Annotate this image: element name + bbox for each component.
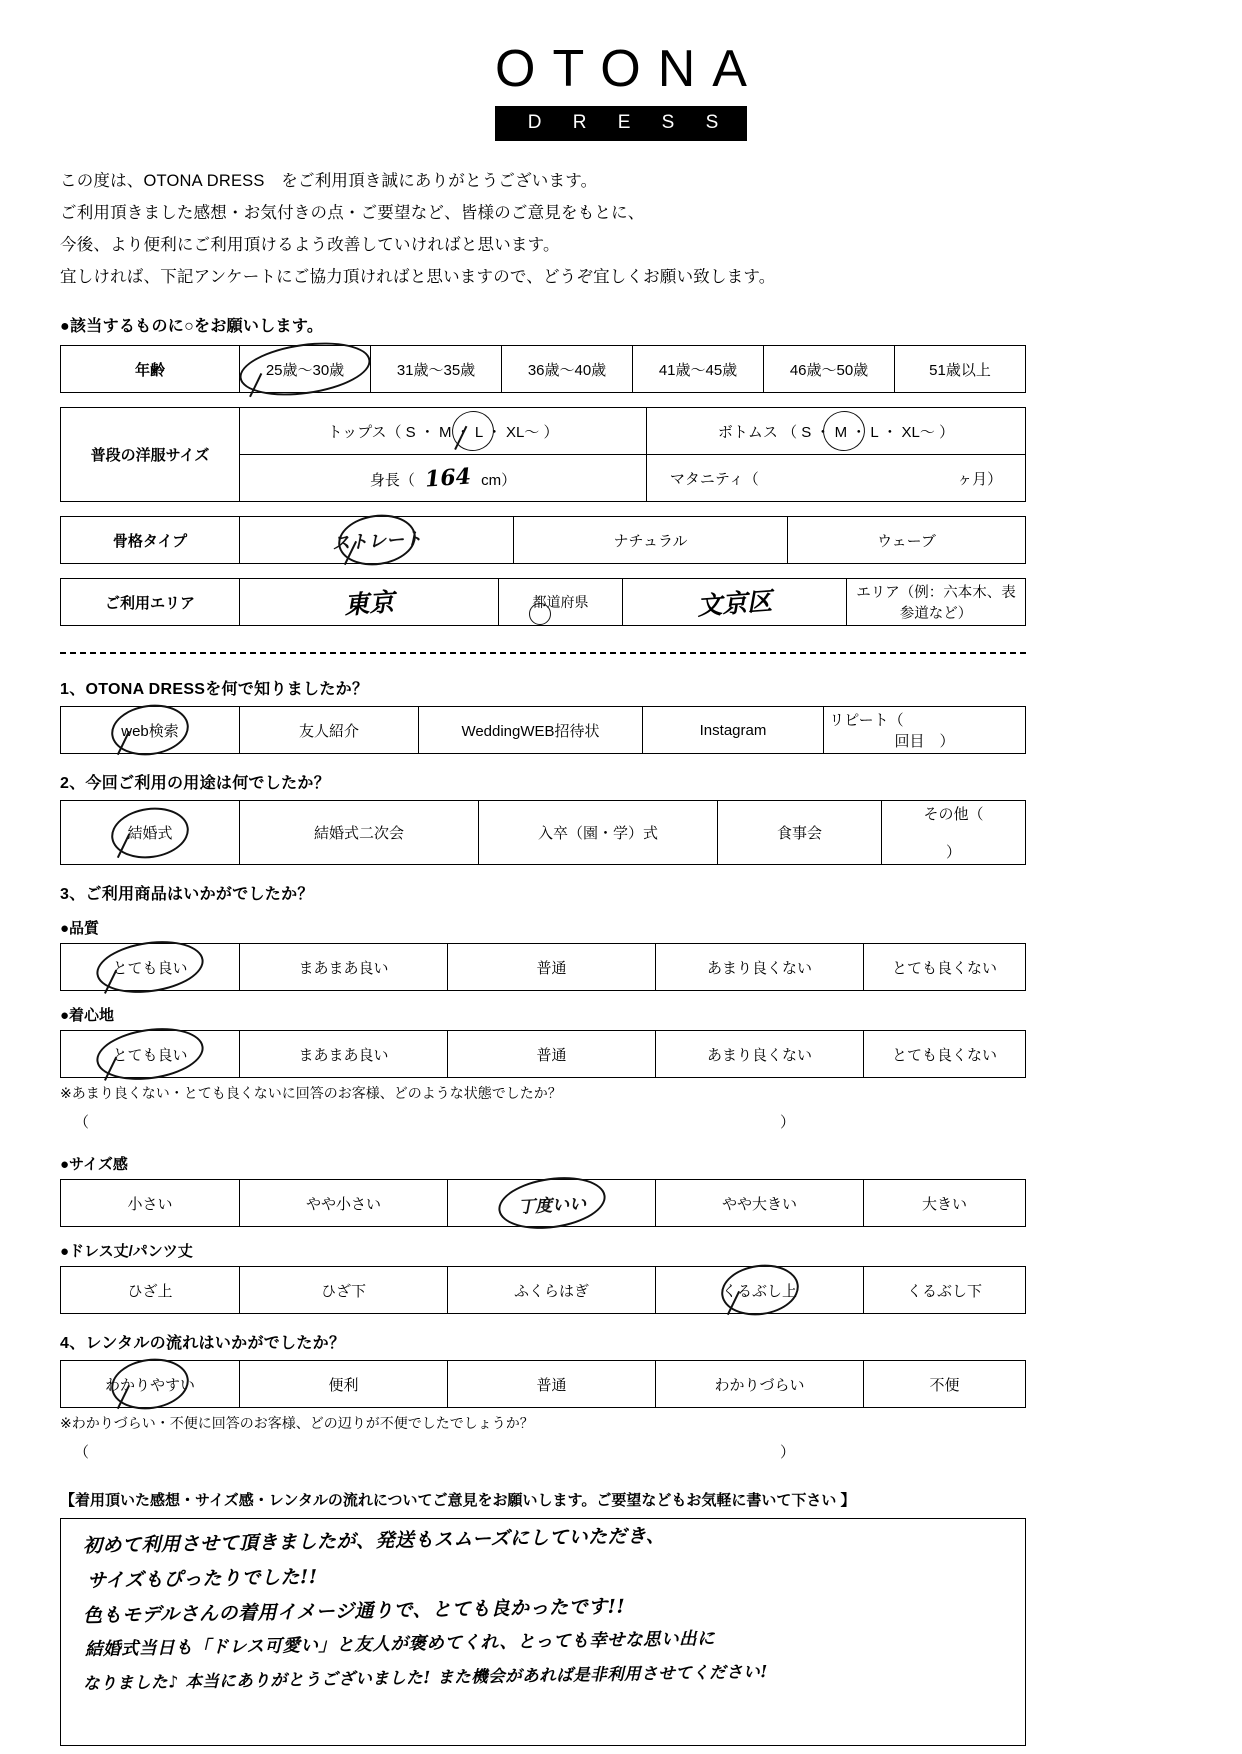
q3-comfort-option-very-good[interactable] xyxy=(61,1031,240,1078)
q1-option-repeat[interactable] xyxy=(824,707,1026,754)
q1-option-instagram[interactable]: Instagram xyxy=(643,707,824,754)
q4-note: ※わかりづらい・不便に回答のお客様、どの辺りが不便でしたでしょうか？ xyxy=(60,1415,534,1432)
age-option-label: 25歳～30歳 xyxy=(265,361,345,379)
free-comment-title: 【着用頂いた感想・サイズ感・レンタルの流れについてご意見をお願いします。ご要望などもお気軽に書いて下さい 】 xyxy=(60,1492,856,1510)
height-value-handwritten: 164 xyxy=(424,463,472,493)
intro-line-1: この度は、OTONA DRESS をご利用頂き誠にありがとうございます。 xyxy=(60,171,598,190)
area-label: ご利用エリア xyxy=(61,579,240,626)
q3-size-option-just-right[interactable] xyxy=(448,1180,656,1227)
prefecture-suffix-cell xyxy=(499,579,623,626)
q2-option-ceremony[interactable]: 入卒（園・学）式 xyxy=(479,801,718,865)
area-table xyxy=(60,578,1026,626)
clothing-size-label: 普段の洋服サイズ xyxy=(61,408,240,502)
question-1-table xyxy=(60,706,1026,754)
table-row xyxy=(61,707,1026,754)
height-unit: cm） xyxy=(481,472,517,490)
age-table xyxy=(60,345,1026,393)
tops-size-label: トップス（ S ・ M ・ L ・ XL～ ） xyxy=(327,423,559,441)
q3-size-option-slightly-small[interactable]: やや小さい xyxy=(240,1180,448,1227)
q1-option-web-search[interactable] xyxy=(61,707,240,754)
q3-comfort-option-not-very-good[interactable]: あまり良くない xyxy=(656,1031,864,1078)
question-2-heading: 2、今回ご利用の用途は何でしたか？ xyxy=(60,775,330,793)
q3-quality-label: ●品質 xyxy=(60,920,100,938)
prefecture-input-cell[interactable] xyxy=(240,579,499,626)
body-type-option-natural[interactable]: ナチュラル xyxy=(514,517,788,564)
q3-comfort-note: ※あまり良くない・とても良くないに回答のお客様、どのような状態でしたか？ xyxy=(60,1085,562,1102)
logo-primary-text: OTONA xyxy=(495,40,764,98)
q4-option-label: わかりやすい xyxy=(104,1376,195,1394)
q3-size-feel-label: ●サイズ感 xyxy=(60,1156,128,1174)
body-type-option-wave[interactable]: ウェーブ xyxy=(788,517,1026,564)
q3-quality-option-normal[interactable]: 普通 xyxy=(448,944,656,991)
q2-other-label: その他（ xyxy=(923,806,984,824)
q4-option-convenient[interactable]: 便利 xyxy=(240,1361,448,1408)
q3-quality-option-fairly-good[interactable]: まあまあ良い xyxy=(240,944,448,991)
q3-size-option-small[interactable]: 小さい xyxy=(61,1180,240,1227)
question-3-heading: 3、ご利用商品はいかがでしたか？ xyxy=(60,886,314,904)
q3-size-option-slightly-large[interactable]: やや大きい xyxy=(656,1180,864,1227)
q3-comfort-option-fairly-good[interactable]: まあまあ良い xyxy=(240,1031,448,1078)
body-type-table xyxy=(60,516,1026,564)
brand-logo xyxy=(60,0,1182,141)
free-comment-line: 初めて利用させて頂きましたが、発送もスムーズにしていただき、 xyxy=(82,1525,666,1558)
q2-other-close: ） xyxy=(945,844,961,862)
q4-option-hard-to-understand[interactable]: わかりづらい xyxy=(656,1361,864,1408)
table-row xyxy=(61,346,1026,393)
area-hint-cell xyxy=(847,579,1026,626)
q3-size-feel-table xyxy=(60,1179,1026,1227)
q3-comfort-option-label: とても良い xyxy=(112,1046,188,1064)
age-option-41-45[interactable]: 41歳～45歳 xyxy=(633,346,764,393)
free-comment-line: 色もモデルさんの着用イメージ通りで、とても良かったです!! xyxy=(82,1595,626,1628)
q1-repeat-count-label: 回目 ） xyxy=(894,733,955,751)
q3-quality-option-not-very-good[interactable]: あまり良くない xyxy=(656,944,864,991)
table-row xyxy=(61,944,1026,991)
q1-option-label: web検索 xyxy=(121,722,179,740)
open-paren: （ xyxy=(74,1444,90,1462)
free-comment-line: 結婚式当日も「ドレス可愛い」と友人が褒めてくれ、とっても幸せな思い出に xyxy=(84,1629,716,1661)
prefecture-value-handwritten: 東京 xyxy=(343,587,396,620)
tops-size-cell[interactable] xyxy=(240,408,647,455)
age-option-51-plus[interactable]: 51歳以上 xyxy=(895,346,1026,393)
body-type-option-label: ストレート xyxy=(331,528,423,555)
maternity-label: マタニティ（ xyxy=(669,470,759,488)
q4-answer-line[interactable] xyxy=(60,1441,1026,1463)
q3-quality-table xyxy=(60,943,1026,991)
q3-length-option-below-knee[interactable]: ひざ下 xyxy=(240,1267,448,1314)
q3-comfort-label: ●着心地 xyxy=(60,1007,115,1025)
q2-option-after-party[interactable]: 結婚式二次会 xyxy=(240,801,479,865)
age-option-36-40[interactable]: 36歳～40歳 xyxy=(502,346,633,393)
bottoms-size-label: ボトムス （ S ・ M ・ L ・ XL～ ） xyxy=(717,423,955,441)
body-type-option-straight[interactable] xyxy=(240,517,514,564)
q3-comfort-option-very-bad[interactable]: とても良くない xyxy=(864,1031,1026,1078)
q3-length-option-label: くるぶし上 xyxy=(721,1282,797,1300)
q2-option-other[interactable] xyxy=(882,801,1026,865)
circle-instruction: ●該当するものに○をお願いします。 xyxy=(60,318,324,336)
clothing-size-table xyxy=(60,407,1026,502)
age-label: 年齢 xyxy=(61,346,240,393)
q3-comfort-option-normal[interactable]: 普通 xyxy=(448,1031,656,1078)
question-2-table xyxy=(60,800,1026,865)
q2-option-label: 結婚式 xyxy=(127,825,173,843)
q3-length-option-above-ankle[interactable] xyxy=(656,1267,864,1314)
q3-length-option-above-knee[interactable]: ひざ上 xyxy=(61,1267,240,1314)
question-1-heading: 1、OTONA DRESSを何で知りましたか？ xyxy=(60,681,369,699)
table-row xyxy=(61,801,1026,865)
q1-repeat-label: リピート（ xyxy=(829,712,904,730)
q2-option-dinner[interactable]: 食事会 xyxy=(718,801,882,865)
age-option-31-35[interactable]: 31歳～35歳 xyxy=(371,346,502,393)
city-input-cell[interactable] xyxy=(623,579,847,626)
spacer xyxy=(60,564,1182,578)
area-hint-label: エリア（例：六本木、表参道など） xyxy=(856,585,1016,623)
dashed-divider xyxy=(60,652,1026,654)
q3-size-option-large[interactable]: 大きい xyxy=(864,1180,1026,1227)
free-comment-line: なりました♪ 本当にありがとうございました! また機会があれば是非利用させてください! xyxy=(82,1661,769,1693)
open-paren: （ xyxy=(74,1114,90,1132)
table-row xyxy=(61,408,1026,455)
q3-quality-option-very-good[interactable] xyxy=(61,944,240,991)
q4-option-easy-to-understand[interactable] xyxy=(61,1361,240,1408)
intro-line-2: ご利用頂きました感想・お気付きの点・ご要望など、皆様のご意見をもとに、 xyxy=(60,203,645,222)
height-label: 身長（ xyxy=(369,472,415,490)
close-paren: ） xyxy=(780,1114,796,1132)
table-row xyxy=(61,1180,1026,1227)
logo-secondary-text: D R E S S xyxy=(495,106,748,141)
table-row xyxy=(61,517,1026,564)
table-row xyxy=(61,1361,1026,1408)
intro-line-3: 今後、より便利にご利用頂けるよう改善していければと思います。 xyxy=(60,235,560,254)
q3-quality-option-label: とても良い xyxy=(112,959,188,977)
close-paren: ） xyxy=(780,1444,796,1462)
q3-comfort-table xyxy=(60,1030,1026,1078)
intro-line-4: 宜しければ、下記アンケートにご協力頂ければと思いますので、どうぞ宜しくお願い致します。 xyxy=(60,268,776,287)
q1-option-wedding-web[interactable]: WeddingWEB招待状 xyxy=(419,707,643,754)
q3-comfort-answer-line[interactable] xyxy=(60,1111,1026,1133)
q3-length-label: ●ドレス丈/パンツ丈 xyxy=(60,1243,193,1261)
maternity-cell[interactable] xyxy=(647,455,1026,502)
free-comment-line: サイズもぴったりでした!! xyxy=(86,1566,318,1593)
q3-quality-option-very-bad[interactable]: とても良くない xyxy=(864,944,1026,991)
spacer xyxy=(60,502,1182,516)
bottoms-size-cell[interactable] xyxy=(647,408,1026,455)
age-option-25-30[interactable] xyxy=(240,346,371,393)
q3-length-option-calf[interactable]: ふくらはぎ xyxy=(448,1267,656,1314)
age-option-46-50[interactable]: 46歳～50歳 xyxy=(764,346,895,393)
city-value-handwritten: 文京区 xyxy=(696,586,774,621)
maternity-unit: ヶ月） xyxy=(957,470,1003,488)
spacer xyxy=(60,393,1182,407)
prefecture-suffix-label: 都道府県 xyxy=(532,594,589,611)
table-row xyxy=(61,579,1026,626)
free-comment-box[interactable] xyxy=(60,1518,1026,1746)
q2-option-wedding[interactable] xyxy=(61,801,240,865)
intro-paragraph xyxy=(60,165,1182,294)
q4-option-inconvenient[interactable]: 不便 xyxy=(864,1361,1026,1408)
table-row xyxy=(61,1031,1026,1078)
q4-option-normal[interactable]: 普通 xyxy=(448,1361,656,1408)
height-cell[interactable] xyxy=(240,455,647,502)
q3-size-option-label: 丁度いい xyxy=(517,1194,587,1218)
q3-length-option-below-ankle[interactable]: くるぶし下 xyxy=(864,1267,1026,1314)
q1-option-friend-referral[interactable]: 友人紹介 xyxy=(240,707,419,754)
question-4-heading: 4、レンタルの流れはいかがでしたか？ xyxy=(60,1335,346,1353)
question-4-table xyxy=(60,1360,1026,1408)
table-row xyxy=(61,1267,1026,1314)
q3-length-table xyxy=(60,1266,1026,1314)
body-type-label: 骨格タイプ xyxy=(61,517,240,564)
